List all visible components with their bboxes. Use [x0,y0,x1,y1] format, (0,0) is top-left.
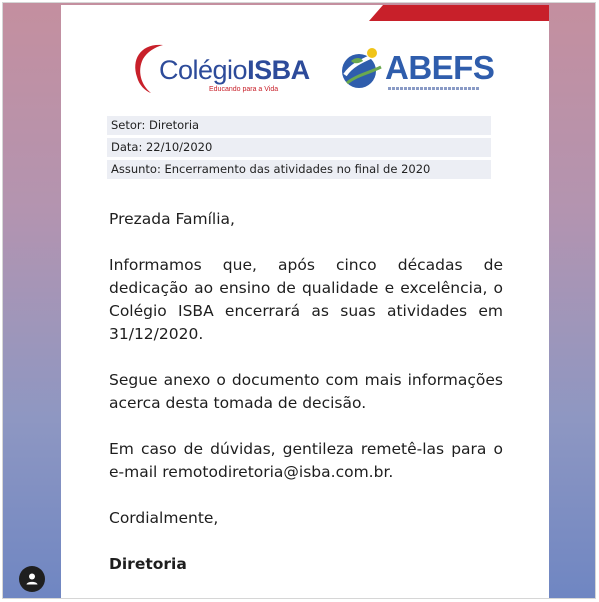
isba-name-part2: ISBA [247,55,310,85]
person-icon [19,566,45,592]
post-frame [2,2,596,599]
meta-setor: Setor: Diretoria [107,116,491,135]
abefs-fine-print [388,87,480,90]
letter-paragraph-3: Em caso de dúvidas, gentileza remetê-las para o e-mail remotodiretoria@isba.com.br. [109,440,503,481]
abefs-logo [339,45,495,95]
letter-metadata [107,116,491,182]
logo-bar [61,33,549,103]
letter-signature: Diretoria [109,555,187,573]
letter-body [109,208,503,576]
user-avatar-icon[interactable] [19,566,45,592]
letter-closing: Cordialmente, [109,509,219,527]
abefs-wordmark: ABEFS [385,49,495,86]
meta-data: Data: 22/10/2020 [107,138,491,157]
letter-greeting: Prezada Família, [109,210,235,228]
globe-icon [339,45,383,93]
letter-paragraph-2: Segue anexo o documento com mais informações acerca desta tomada de decisão. [109,371,503,412]
letter-sheet [61,5,549,599]
meta-assunto: Assunto: Encerramento das atividades no final de 2020 [107,160,491,179]
isba-tagline: Educando para a Vida [209,86,279,93]
red-header-strip [369,5,549,21]
isba-wordmark [159,55,310,86]
isba-name-part1: Colégio [159,55,248,85]
letter-paragraph-1: Informamos que, após cinco décadas de dedicação ao ensino de qualidade e excelência, o Colégio ISBA encerrará as suas atividades em 31/12/2020. [109,256,503,343]
isba-logo [129,41,310,99]
